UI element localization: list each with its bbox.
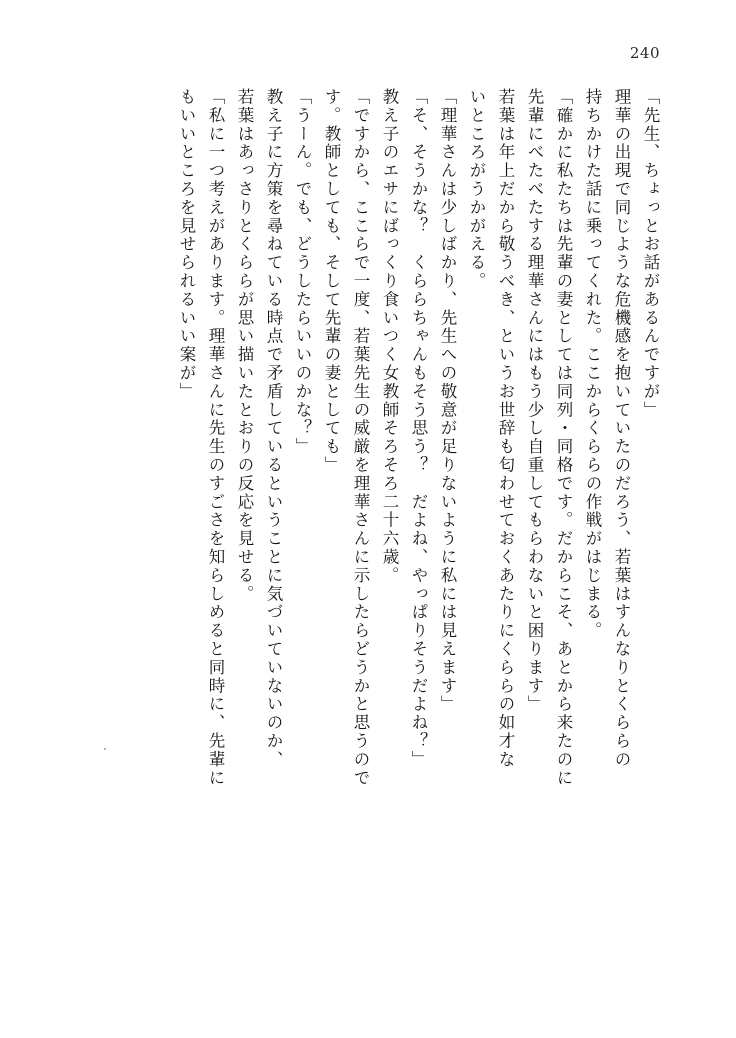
text-line: 「うーん。でも、どうしたらいいのかな？」 — [293, 88, 312, 456]
text-line: 「先生、ちょっとお話があるんですが」 — [641, 88, 660, 420]
text-line: 「確かに私たちは先輩の妻としては同列・同格です。だからこそ、あとから来たのに — [554, 88, 573, 788]
text-line: 「私に一つ考えがあります。理華さんに先生のすごさを知らしめると同時に、先輩に — [206, 88, 225, 788]
scan-speck — [104, 748, 106, 750]
page-number: 240 — [629, 44, 660, 62]
text-line: 持ちかけた話に乗ってくれた。ここからくららの作戦がはじまる。 — [583, 88, 602, 640]
text-line: 若葉は年上だから敬うべき、というお世辞も匂わせておくあたりにくららの如才な — [496, 88, 515, 769]
text-line: いところがうかがえる。 — [467, 88, 486, 291]
text-line: もいいところを見せられるいい案が」 — [177, 88, 196, 401]
text-line: す。教師としても、そして先輩の妻としても」 — [322, 88, 341, 475]
text-line: 教え子のエサにばっくり食いつく女教師そろそろ二十六歳。 — [380, 88, 399, 585]
text-line: 先輩にべたべたする理華さんにはもう少し自重してもらわないと困ります」 — [525, 88, 544, 714]
vertical-text-block — [96, 88, 658, 968]
text-line: 理華の出現で同じような危機感を抱いていたのだろう、若葉はすんなりとくららの — [612, 88, 631, 769]
text-line: 若葉はあっさりとくららが思い描いたとおりの反応を見せる。 — [235, 88, 254, 604]
text-line: 「理華さんは少しばかり、先生への敬意が足りないように私には見えます」 — [438, 88, 457, 714]
text-line: 「ですから、ここらで一度、若葉先生の威厳を理華さんに示したらどうかと思うので — [351, 88, 370, 788]
text-line: 教え子に方策を尋ねている時点で矛盾しているということに気づいていないのか、 — [264, 88, 283, 769]
text-line: 「そ、そうかな？ くららちゃんもそう思う？ だよね、やっぱりそうだよね？」 — [409, 88, 428, 769]
